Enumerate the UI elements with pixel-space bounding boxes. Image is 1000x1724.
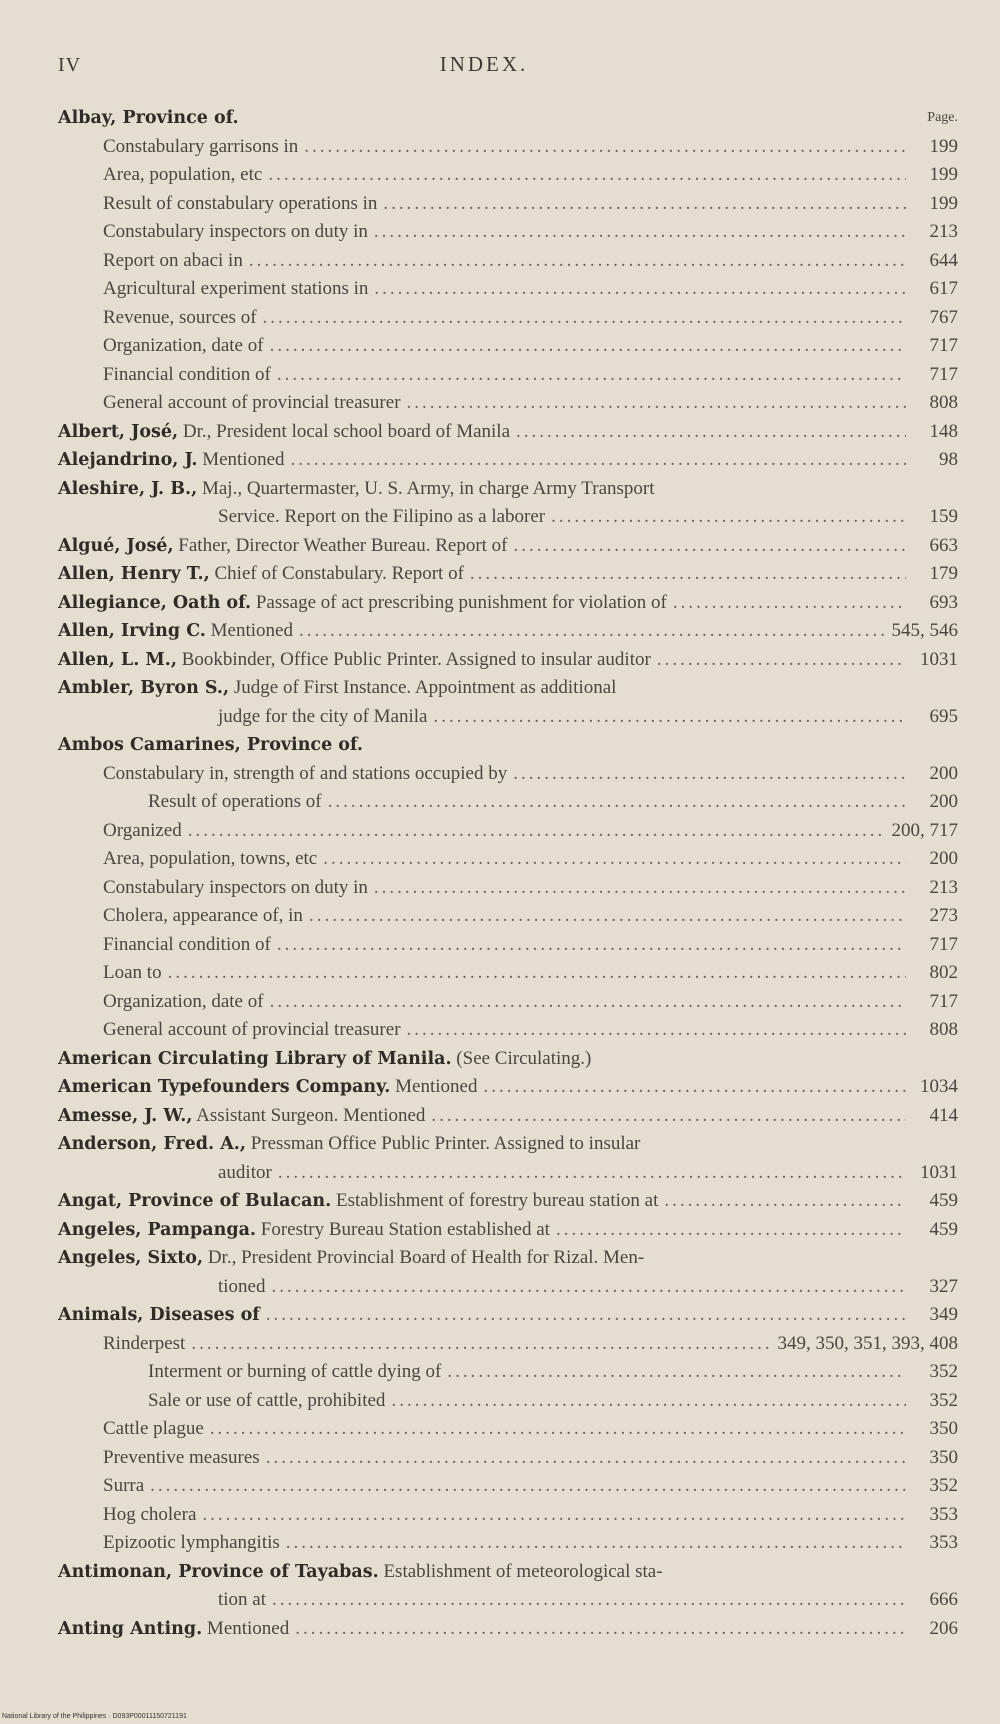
- entry-description: Preventive measures: [103, 1446, 260, 1468]
- entry-description: Assistant Surgeon. Mentioned: [192, 1104, 426, 1126]
- index-entry: [58, 1586, 958, 1615]
- leader-dots: [291, 446, 906, 475]
- entry-description: Result of operations of: [148, 791, 322, 812]
- entry-description: Result of constabulary operations in: [103, 192, 378, 214]
- index-entry: [58, 418, 958, 447]
- entry-description: Mentioned: [202, 1617, 290, 1639]
- entry-page-number: 200, 717: [891, 819, 958, 841]
- leader-dots: [407, 389, 906, 418]
- leader-dots: [407, 1016, 906, 1045]
- leader-dots: [391, 1387, 906, 1416]
- leader-dots: [210, 1415, 906, 1444]
- entry-heading: Allen, Henry T.,: [58, 564, 210, 584]
- entry-page-number: 693: [929, 591, 958, 613]
- entry-page-number: 179: [929, 563, 958, 584]
- entry-description: Judge of First Instance. Appointment as additional: [229, 677, 617, 698]
- entry-description: Area, population, towns, etc: [103, 848, 318, 869]
- index-entry: [58, 1444, 958, 1473]
- leader-dots: [191, 1330, 771, 1359]
- index-entry: [58, 133, 958, 162]
- entry-page-number: 459: [929, 1218, 958, 1240]
- entry-description: Rinderpest: [103, 1332, 186, 1354]
- entry-page-number: 327: [929, 1275, 958, 1297]
- entry-description: (See Circulating.): [451, 1047, 592, 1069]
- index-entry: [58, 874, 958, 903]
- entry-page-number: 98: [939, 449, 958, 470]
- entry-heading: Angeles, Pampanga.: [58, 1219, 257, 1240]
- index-entry: [58, 617, 958, 646]
- entry-heading: Allegiance, Oath of.: [58, 592, 252, 613]
- page-title: INDEX.: [439, 52, 529, 76]
- entry-description: auditor: [218, 1161, 272, 1183]
- index-entry: [58, 788, 958, 817]
- scan-footer: National Library of the Philippines · D093P00011150721191: [2, 1713, 187, 1720]
- entry-description: Organization, date of: [103, 335, 264, 356]
- leader-dots: [272, 1586, 906, 1615]
- index-entry: [58, 902, 958, 931]
- entry-page-number: 350: [929, 1446, 958, 1468]
- index-entry: [58, 1273, 958, 1302]
- entry-description: Constabulary garrisons in: [103, 135, 299, 157]
- entry-description: Dr., President Provincial Board of Health for Rizal. Men-: [203, 1247, 645, 1268]
- leader-dots: [295, 1615, 906, 1644]
- entry-page-number: 349: [929, 1304, 958, 1325]
- index-entry: [58, 1187, 958, 1216]
- entry-page-number: 353: [929, 1532, 958, 1553]
- entry-description: Epizootic lymphangitis: [103, 1532, 280, 1553]
- leader-dots: [328, 788, 906, 817]
- entry-description: tion at: [218, 1589, 267, 1610]
- entry-description: Cattle plague: [103, 1418, 204, 1439]
- leader-dots: [277, 931, 906, 960]
- leader-dots: [277, 361, 906, 390]
- entry-heading: Allen, L. M.,: [58, 649, 177, 670]
- entry-page-number: 1034: [920, 1076, 958, 1097]
- entry-page-number: 802: [929, 962, 958, 983]
- index-entry: [58, 332, 958, 361]
- leader-dots: [168, 959, 906, 988]
- entry-page-number: 199: [929, 135, 958, 157]
- entry-page-number: 200: [929, 848, 958, 869]
- entry-page-number: 1031: [920, 648, 958, 670]
- entry-page-number: 159: [929, 506, 958, 527]
- index-entry: [58, 931, 958, 960]
- entry-description: Loan to: [103, 962, 162, 983]
- leader-dots: [383, 190, 906, 219]
- entry-page-number: 1031: [920, 1161, 958, 1183]
- entry-description: Cholera, appearance of, in: [103, 905, 303, 926]
- index-entry: [58, 1330, 958, 1359]
- entry-description: Pressman Office Public Printer. Assigned to insular: [245, 1133, 641, 1154]
- entry-page-number: 717: [929, 335, 958, 356]
- entry-description: Service. Report on the Filipino as a laborer: [218, 506, 546, 527]
- index-entry: [58, 646, 958, 675]
- leader-dots: [266, 1444, 906, 1473]
- entry-description: Dr., President local school board of Manila: [178, 420, 511, 442]
- entry-page-number: 767: [929, 306, 958, 328]
- index-entry: [58, 190, 958, 219]
- entry-description: Mentioned: [197, 449, 285, 470]
- entry-heading: Ambler, Byron S.,: [58, 678, 230, 698]
- entry-description: Forestry Bureau Station established at: [256, 1218, 550, 1240]
- entry-description: Area, population, etc: [103, 164, 263, 185]
- entry-description: judge for the city of Manila: [218, 705, 428, 727]
- leader-dots: [202, 1501, 906, 1530]
- leader-dots: [516, 418, 906, 447]
- index-entry: [58, 161, 958, 190]
- index-entry: [58, 104, 958, 133]
- index-entry: [58, 560, 958, 589]
- entry-heading: Anting Anting.: [58, 1618, 203, 1639]
- entry-page-number: 349, 350, 351, 393, 408: [777, 1332, 958, 1354]
- leader-dots: [374, 874, 906, 903]
- index-entry: [58, 1102, 958, 1131]
- entry-description: General account of provincial treasurer: [103, 1019, 401, 1040]
- entry-heading: Animals, Diseases of: [58, 1305, 260, 1325]
- leader-dots: [270, 332, 906, 361]
- leader-dots: [263, 304, 906, 333]
- index-entry: [58, 361, 958, 390]
- index-entry: [58, 817, 958, 846]
- leader-dots: [266, 1301, 906, 1330]
- index-entry: [58, 1501, 958, 1530]
- leader-dots: [309, 902, 906, 931]
- leader-dots: [150, 1472, 906, 1501]
- entry-description: Report on abaci in: [103, 249, 243, 271]
- page-header: [58, 48, 910, 82]
- entry-description: Surra: [103, 1475, 145, 1496]
- entry-heading: Albay, Province of.: [58, 108, 239, 128]
- index-entry: [58, 218, 958, 247]
- index-entry: [58, 731, 958, 760]
- entry-page-number: 148: [929, 420, 958, 442]
- entry-heading: Aleshire, J. B.,: [58, 478, 198, 499]
- leader-dots: [556, 1216, 906, 1245]
- index-entry: [58, 1159, 958, 1188]
- leader-dots: [431, 1102, 906, 1131]
- leader-dots: [470, 560, 906, 589]
- entry-page-number: 213: [929, 221, 958, 242]
- index-entry: [58, 1045, 958, 1074]
- leader-dots: [323, 845, 906, 874]
- entry-page-number: 352: [929, 1475, 958, 1496]
- entry-page-number: 717: [929, 990, 958, 1012]
- index-entry: [58, 532, 958, 561]
- entry-page-number: 695: [929, 705, 958, 727]
- entry-page-number: 352: [929, 1361, 958, 1382]
- index-entry: [58, 1244, 958, 1273]
- leader-dots: [188, 817, 886, 846]
- leader-dots: [278, 1159, 906, 1188]
- entry-page-number: 199: [929, 164, 958, 185]
- entry-page-number: 644: [929, 249, 958, 271]
- entry-heading: Allen, Irving C.: [58, 621, 206, 641]
- leader-dots: [433, 703, 906, 732]
- index-entry: [58, 959, 958, 988]
- index-entry: [58, 589, 958, 618]
- entry-page-number: 617: [929, 278, 958, 299]
- leader-dots: [551, 503, 906, 532]
- leader-dots: [304, 133, 906, 162]
- entry-description: Mentioned: [390, 1076, 478, 1097]
- index-entry: [58, 760, 958, 789]
- leader-dots: [673, 589, 906, 618]
- index-entry: [58, 304, 958, 333]
- entry-heading: American Typefounders Company.: [58, 1077, 391, 1097]
- entry-description: Establishment of forestry bureau station at: [331, 1190, 659, 1211]
- index-entry: [58, 703, 958, 732]
- leader-dots: [447, 1358, 906, 1387]
- entry-description: Constabulary inspectors on duty in: [103, 876, 368, 898]
- index-entry: [58, 1472, 958, 1501]
- index-entry: [58, 1529, 958, 1558]
- leader-dots: [513, 760, 906, 789]
- index-entry: [58, 247, 958, 276]
- entry-description: Organized: [103, 819, 182, 841]
- index-entry: [58, 275, 958, 304]
- entry-description: Mentioned: [205, 620, 293, 641]
- entry-description: Hog cholera: [103, 1503, 197, 1525]
- entry-page-number: 414: [929, 1104, 958, 1126]
- index-entry: [58, 1130, 958, 1159]
- entry-description: Establishment of meteorological sta-: [378, 1560, 663, 1582]
- index-entry: [58, 1016, 958, 1045]
- leader-dots: [664, 1187, 906, 1216]
- leader-dots: [249, 247, 906, 276]
- entry-description: Financial condition of: [103, 363, 271, 385]
- entry-page-number: 717: [929, 363, 958, 385]
- index-list: [58, 104, 958, 1643]
- leader-dots: [374, 275, 906, 304]
- entry-page-number: 808: [929, 392, 958, 413]
- entry-page-number: 213: [929, 876, 958, 898]
- entry-description: Bookbinder, Office Public Printer. Assigned to insular auditor: [176, 648, 651, 670]
- index-entry: [58, 1558, 958, 1587]
- entry-description: Organization, date of: [103, 990, 264, 1012]
- entry-description: Interment or burning of cattle dying of: [148, 1361, 442, 1382]
- entry-description: Agricultural experiment stations in: [103, 278, 369, 299]
- entry-page-number: 200: [929, 791, 958, 812]
- entry-heading: Antimonan, Province of Tayabas.: [58, 1561, 379, 1582]
- leader-dots: [286, 1529, 906, 1558]
- entry-heading: Angat, Province of Bulacan.: [58, 1191, 332, 1211]
- entry-heading: Angeles, Sixto,: [58, 1248, 204, 1268]
- leader-dots: [299, 617, 886, 646]
- entry-page-number: 352: [929, 1389, 958, 1411]
- entry-heading: Albert, José,: [58, 421, 179, 442]
- entry-page-number: 808: [929, 1019, 958, 1040]
- index-entry: [58, 845, 958, 874]
- index-entry: [58, 1073, 958, 1102]
- entry-description: tioned: [218, 1275, 266, 1297]
- entry-page-number: 199: [929, 192, 958, 214]
- entry-description: Financial condition of: [103, 933, 271, 955]
- entry-heading: Algué, José,: [58, 535, 174, 556]
- entry-page-number: 459: [929, 1190, 958, 1211]
- index-entry: [58, 674, 958, 703]
- page-number: IV: [58, 54, 82, 76]
- index-entry: [58, 1216, 958, 1245]
- index-entry: [58, 1415, 958, 1444]
- entry-description: Chief of Constabulary. Report of: [209, 563, 464, 584]
- page-column-label: Page.: [927, 110, 958, 125]
- index-entry: [58, 389, 958, 418]
- index-entry: [58, 503, 958, 532]
- leader-dots: [374, 218, 906, 247]
- entry-page-number: 666: [929, 1589, 958, 1610]
- entry-heading: American Circulating Library of Manila.: [58, 1048, 452, 1069]
- entry-description: Revenue, sources of: [103, 306, 257, 328]
- leader-dots: [657, 646, 906, 675]
- leader-dots: [270, 988, 906, 1017]
- entry-description: Father, Director Weather Bureau. Report of: [173, 534, 508, 556]
- leader-dots: [272, 1273, 907, 1302]
- index-entry: [58, 1358, 958, 1387]
- entry-description: General account of provincial treasurer: [103, 392, 401, 413]
- entry-heading: Alejandrino, J.: [58, 450, 198, 470]
- entry-page-number: 545, 546: [891, 620, 958, 641]
- entry-description: Constabulary in, strength of and stations occupied by: [103, 762, 508, 784]
- entry-heading: Ambos Camarines, Province of.: [58, 735, 363, 755]
- index-entry: [58, 988, 958, 1017]
- entry-page-number: 663: [929, 534, 958, 556]
- entry-heading: Anderson, Fred. A.,: [58, 1134, 246, 1154]
- index-entry: [58, 1615, 958, 1644]
- leader-dots: [483, 1073, 906, 1102]
- entry-page-number: 350: [929, 1418, 958, 1439]
- index-entry: [58, 475, 958, 504]
- entry-page-number: 717: [929, 933, 958, 955]
- entry-description: Passage of act prescribing punishment for violation of: [251, 591, 667, 613]
- index-entry: [58, 1387, 958, 1416]
- leader-dots: [268, 161, 906, 190]
- entry-description: Maj., Quartermaster, U. S. Army, in charge Army Transport: [197, 477, 655, 499]
- entry-page-number: 200: [929, 762, 958, 784]
- index-entry: [58, 446, 958, 475]
- entry-page-number: 206: [929, 1617, 958, 1639]
- entry-description: Sale or use of cattle, prohibited: [148, 1389, 386, 1411]
- entry-description: Constabulary inspectors on duty in: [103, 221, 368, 242]
- entry-page-number: 353: [929, 1503, 958, 1525]
- entry-heading: Amesse, J. W.,: [58, 1105, 193, 1126]
- entry-page-number: 273: [929, 905, 958, 926]
- leader-dots: [514, 532, 906, 561]
- index-entry: [58, 1301, 958, 1330]
